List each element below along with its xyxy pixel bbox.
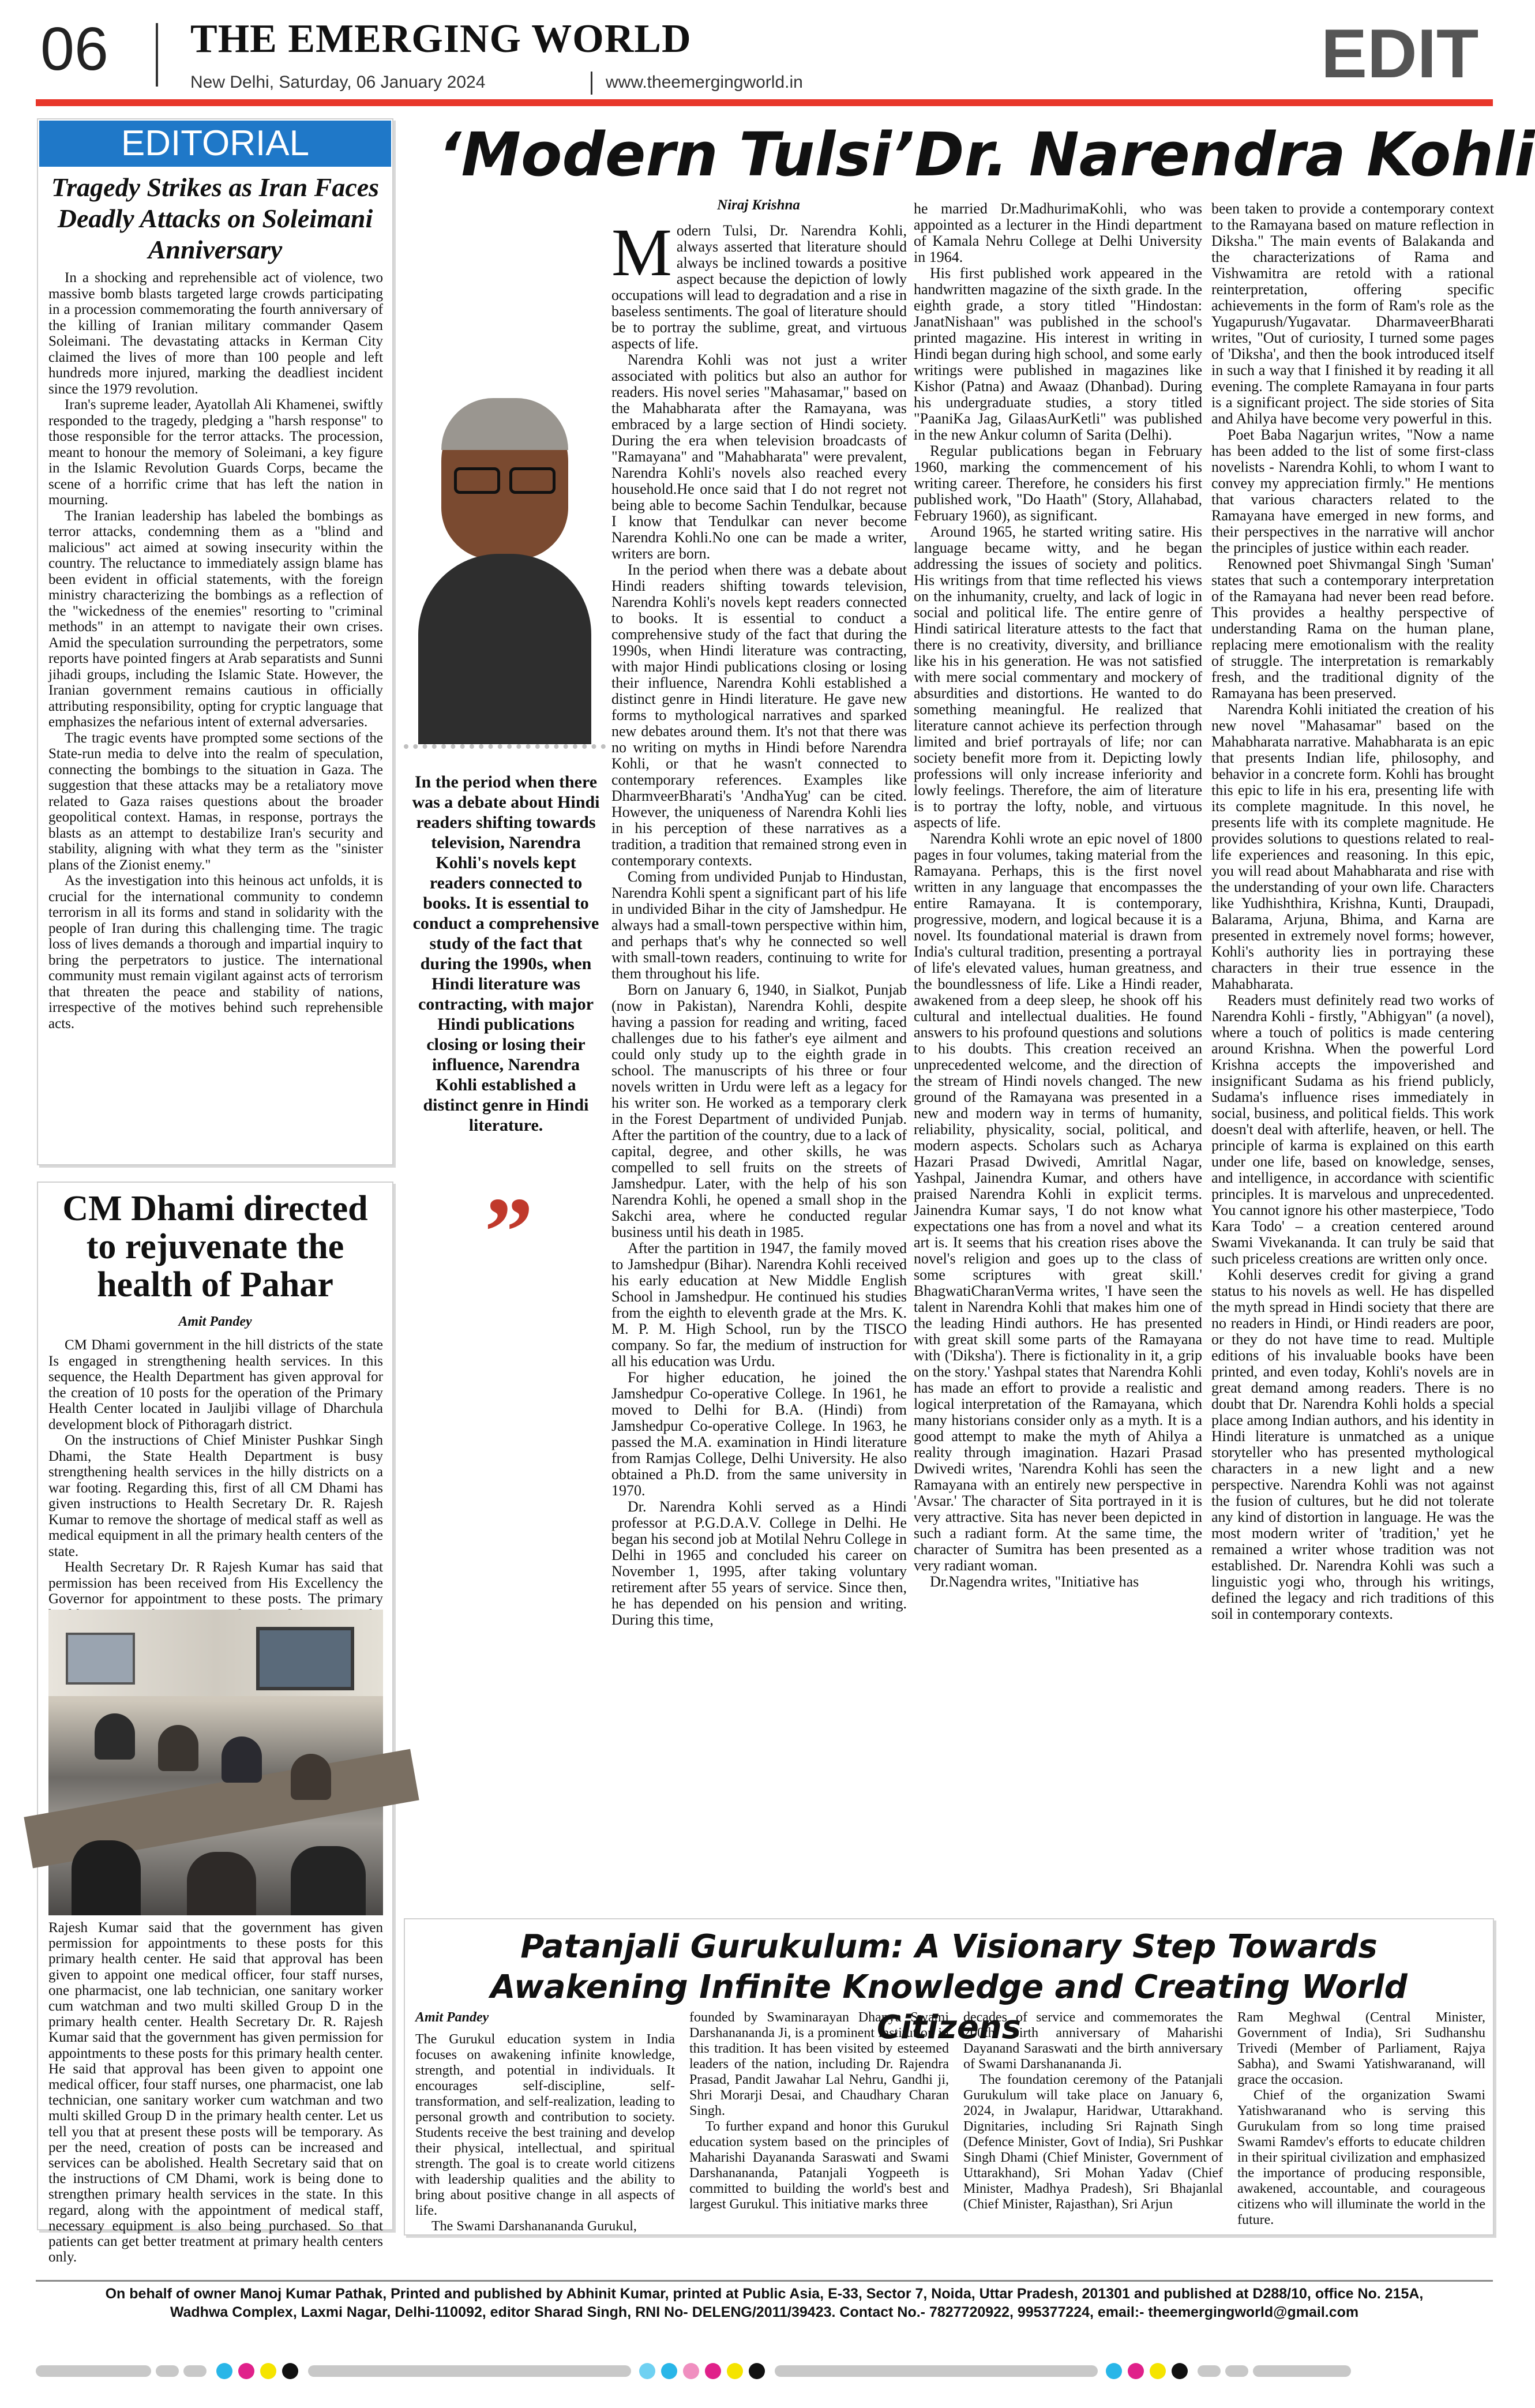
kohli-paragraph: For higher education, he joined the Jamshedpur Co-operative College. In 1961, he moved to Delhi for B.A. (Hindi) from Jamshedpur Co-operative College. In 1963, he passed the M.A. examination in Hindi literature from Ramjas College, Delhi University. He also obtained a Ph.D. from the same university in 1970. [611,1369,907,1499]
kohli-paragraph: Poet Baba Nagarjun writes, "Now a name has been added to the list of some first-class novelists - Narendra Kohli, to whom I want to convey my appreciation firmly." He mentions that various characters related to the Ramayana have emerged in new forms, and their perspectives in the narrative will anchor the principles of justice within each reader. [1211,426,1494,556]
patanjali-paragraph: The Swami Darshanananda Gurukul, [431,2219,637,2234]
dhami-body-bottom [48,1920,383,2266]
header-divider [156,23,158,87]
patanjali-headline: Patanjali Gurukulum: A Visionary Step Towards Awakening Infinite Knowledge and Creating World Citizens [490,1928,1408,2046]
patanjali-column-4 [1237,2010,1485,2229]
pullquote-text: In the period when there was a debate about Hindi readers shifting towards television, Narendra Kohli's novels kept readers connected to books. It is essential to conduct a comprehensive study of the fact that during the 1990s, when Hindi literature was contracting, with major Hindi publications closing or losing their influence, Narendra Kohli established a distinct genre in Hindi literature. [412,772,600,1135]
dhami-paragraph: Health Secretary Dr. R Rajesh Kumar has said that permission has been received from His Excellency the Governor for appointment to these posts. The primary [48,1559,383,1607]
kohli-column-2 [914,201,1202,1957]
kohli-paragraph: Kohli deserves credit for giving a grand status to his novels as well. He has dispelled the myth spread in Hindi society that there are no readers in Hindi, or Hindi readers are poor, or they do not have time to read. Multiple editions of his invaluable books have been printed, and even today, Kohli's novels are in great demand among readers. There is no doubt that Dr. Narendra Kohli holds a special place among Indian authors, and his identity in Hindi literature is unmatched as a unique storyteller who has presented mythological characters in a new light and a new perspective. Narendra Kohli was not against the fusion of cultures, but he did not tolerate any kind of distortion in language. He was the most modern writer of 'tradition,' yet he remained a writer whose tradition was not established. Dr. Narendra Kohli was such a linguistic yogi who, through his writings, defined the legacy and rich traditions of this soil in contemporary contexts. [1211,1266,1494,1622]
kohli-paragraph: Dr.Nagendra writes, "Initiative has [930,1573,1139,1590]
footer-rule [36,2280,1493,2282]
author-photo [418,398,591,744]
kohli-byline: Niraj Krishna [717,197,800,213]
editorial-body [48,270,383,1160]
registration-marks [36,2360,1493,2383]
editorial-paragraph: The tragic events have prompted some sections of the State-run media to delve into the realm of speculation, connecting the bombings to the situation in Gaza. The suggestion that these attacks may be a retaliatory move related to Gaza raises questions about the broader geopolitical context. Hamas, in response, portrays the blasts as an attempt to destabilize Iran's security and stability, aligning with what they term as the "sinister plans of the Zionist enemy." [48,730,383,873]
kohli-paragraph: Dr. Narendra Kohli served as a Hindi professor at P.G.D.A.V. College in Delhi. He began his second job at Motilal Nehru College in Delhi in 1965 and concluded his career on November 1, 1995, after taking voluntary retirement after 55 years of service. Since then, he has depended on his pension and writing. During this time, [611,1498,907,1628]
dhami-paragraph: Rajesh Kumar said that the government has given permission for appointments to these posts for this primary health center. He said that approval has been given to appoint one medical officer, four staff nurses, one pharmacist, one lab technician, one sanitary worker cum watchman and two multi skilled Group D in the primary health center. Health Secretary Dr. R. Rajesh Kumar said that the government has given permission for appointments to these posts for this primary health center. He said that approval has been given to appoint one medical officer, four staff nurses, one pharmacist, one lab technician, one sanitary worker cum watchman and two multi skilled Group D in the primary health center. Let us tell you that at present these posts will be temporary. As per the need, creation of posts can be increased and services can be abolished. Health Secretary said that on the instructions of CM Dhami, work is being done to strengthen primary health services in the state. In this regard, along with the appointment of medical staff, necessary equipment is also being purchased. So that patients can get better treatment at primary health centers only. [48,1920,383,2266]
kohli-paragraph: Narendra Kohli initiated the creation of his new novel "Mahasamar" based on the Mahabharata narrative. Mahabharata is an epic that presents Indian life, philosophy, and behavior in a concrete form. Kohli has brought this epic to life in his era, presenting life with its complete magnitude. In this novel, he presents life with its complete magnitude. He provides solutions to questions related to real-life experiences and reasoning. In this epic, you will read about Mahabharata and rise with the understanding of your own life. Characters like Yudhishthira, Krishna, Kunti, Draupadi, Balarama, Arjuna, Bhima, and Karna are presented in extremely novel forms; however, Kohli's authority lies in portraying these characters in their true essence in the Mahabharata. [1211,701,1494,992]
kohli-paragraph: Coming from undivided Punjab to Hindustan, Narendra Kohli spent a significant part of his life in undivided Bihar in the city of Jamshedpur. He always had a small-town perspective within him, and perhaps that's why he connected so well with small-town readers, continuing to write for them throughout his life. [611,868,907,982]
kohli-paragraph: His first published work appeared in the handwritten magazine of the sixth grade. In the eighth grade, a story titled "Hindostan: JanatNishaan" was published in the school's printed magazine. His interest in writing in Hindi began during high school, and some early writings were published in magazines like Kishor (Patna) and Awaaz (Dhanbad). During his undergraduate studies, a story titled "PaaniKa Jag, GilaasAurKetli" was published in the new Ankur column of Sarita (Delhi). [914,265,1202,443]
editorial-headline: Tragedy Strikes as Iran Faces Deadly Attacks on Soleimani Anniversary [51,172,380,264]
kohli-column-3 [1211,201,1494,1906]
dropcap: M [611,215,672,290]
dateline-separator [591,72,592,95]
patanjali-column-1 [415,2032,675,2234]
editorial-paragraph: Iran's supreme leader, Ayatollah Ali Khamenei, swiftly responded to the tragedy, pledging a "harsh response" to those responsible for the terror attacks. The procession, meant to honour the memory of Soleimani, a key figure in the Islamic Revolution Guards Corps, became the scene of a horrific crime that has left the nation in mourning. [48,397,383,508]
kohli-headline: ‘Modern Tulsi’Dr. Narendra Kohli [438,119,1535,190]
kohli-paragraph: Narendra Kohli was not just a writer associated with politics but also an author for readers. His novel series "Mahasamar," based on the Mahabharata after the Ramayana, was embraced by a large section of Hindi society. During the era when television broadcasts of "Ramayana" and "Mahabharata" were prevalent, Narendra Kohli's novels also reached every household.He once said that I do not regret not being able to become Sachin Tendulkar, because I know that Tendulkar can never become Narendra Kohli.No one can be made a writer, writers are born. [611,351,907,562]
dhami-paragraph: On the instructions of Chief Minister Pushkar Singh Dhami, the State Health Department is busy strengthening health services in the hilly districts on a war footing. Regarding this, first of all CM Dhami has given instructions to Health Secretary Dr. R. Rajesh Kumar to remove the shortage of medical staff as well as medical equipment in all the primary health centers of the state. [48,1432,383,1559]
kohli-paragraph: Around 1965, he started writing satire. His language became witty, and he began addressing the issues of society and politics. His writings from that time reflected his views on the inhumanity, cruelty, and lack of logic in social and political life. The entire genre of Hindi satirical literature attests to the fact that there is no creativity, diversity, and brilliance like his in his generation. He was not satisfied with mere social commentary and mockery of absurdities and distortions. He wanted to do something meaningful. He realized that literature cannot achieve its perfection through limited and brief portrayals of life; nor can society benefit more from it. Depicting lowly professions will only increase inferiority and lowly feelings. Therefore, the aim of literature is to portray the lofty, noble, and virtuous aspects of life. [914,523,1202,831]
editorial-tag: EDITORIAL [39,121,391,167]
kohli-paragraph: Renowned poet Shivmangal Singh 'Suman' states that such a contemporary interpretation of the Ramayana had never been read before. This provides a healthy perspective of understanding Rama on the human plane, replacing mere emotionalism with the reality of struggle. The interpretation is remarkably fresh, and the traditional dignity of the Ramayana has been preserved. [1211,556,1494,702]
section-label: EDIT [1321,15,1479,92]
kohli-paragraph: Regular publications began in February 1960, marking the commencement of his writing career. Therefore, he considers his first published work, "Do Haath" (Story, Allahabad, February 1960), as significant. [914,442,1202,524]
dateline: New Delhi, Saturday, 06 January 2024 [190,73,486,92]
editorial-paragraph: In a shocking and reprehensible act of violence, two massive bomb blasts targeted large crowds participating in a procession commemorating the fourth anniversary of the killing of Iranian military commander Qasem Soleimani. The devastating attacks in Kerman City claimed the lives of more than 100 people and left hundreds more injured, marking the deadliest incident since the 1979 revolution. [48,270,383,397]
patanjali-paragraph: The Gurukul education system in India focuses on awakening infinite knowledge, strength, and potential in individuals. It encourages self-discipline, self-transformation, and self-realization, leading to personal growth and contribution to society. Students receive the best training and develop their physical, intellectual, and spiritual strength. The goal is to create world citizens with leadership qualities and the ability to bring about positive change in all aspects of life. [415,2032,675,2218]
kohli-paragraph: Readers must definitely read two works of Narendra Kohli - firstly, "Abhigyan" (a novel), where a touch of politics is made centering around Krishna. When the powerful Lord Krishna accepts the impoverished and insignificant Sudama as his friend publicly, Sudama's influence rises immediately in social, business, and political fields. This work doesn't deal with afterlife, heaven, or hell. The principle of karma is explained on this earth under one life, based on knowledge, senses, and intelligence, in accordance with scientific principles. It is marvelous and unprecedented. You cannot ignore his other masterpiece, 'Todo Kara Todo' – a creation centered around Swami Vivekananda. It can truly be said that such priceless creations are written only once. [1211,992,1494,1267]
kohli-paragraph: Narendra Kohli wrote an epic novel of 1800 pages in four volumes, taking material from the Ramayana. Perhaps, this is the first novel written in any language that encompasses the entire Ramayana. It is contemporary, progressive, modern, and logical because it is a novel. Its foundational material is drawn from India's cultural tradition, presenting a portrayal of life's elevated values, human greatness, and the boundlessness of life. Like a Hindi reader, awakened from a deep sleep, he shook off his cultural and intellectual dualities. He found answers to his profound questions and solutions to his doubts. This creation received an unprecedented welcome, and the direction of the stream of Hindi novels changed. The new ground of the Ramayana was presented in a new and modern way in terms of humanity, reliability, physicality, social, political, and modern aspects. Scholars such as Acharya Hazari Prasad Dwivedi, Amritlal Nagar, Yashpal, Jainendra Kumar, and others have praised Narendra Kohli in explicit terms. Jainendra Kumar says, 'I do not know what expectations one has from a novel and what its art is. It seems that his creation rises above the novel's religion and goes up to the class of some scriptures with great skill.' BhagwatiCharanVerma writes, 'I have seen the talent in Narendra Kohli that makes him one of the leading Hindi authors. He has presented with great skill some parts of the Ramayana with ('Diksha'). There is fictionality in it, a grip on the story.' Yashpal states that Narendra Kohli has made an effort to provide a realistic and logical interpretation of the Ramayana, which many historians consider only as a myth. It is a good attempt to make the myth of Ahilya a reality through imagination. Hazari Prasad Dwivedi writes, 'Narendra Kohli has seen the Ramayana with an entirely new perspective in 'Avsar.' The character of Sita portrayed in it is very attractive. Sita has never been depicted in such a radiant form. At the same time, the character of Sumitra has been presented as a very radiant woman. [914,830,1202,1574]
kohli-paragraph: In the period when there was a debate about Hindi readers shifting towards television, Narendra Kohli's novels kept readers connected to books. It is essential to conduct a comprehensive study of the fact that during the 1990s, when Hindi literature was contracting, with major Hindi publications closing or losing their influence, Narendra Kohli established a distinct genre in Hindi literature. He gave new forms to mythological narratives and sparked new debates around them. It's not that there was no writing on myths in Hindi before Narendra Kohli, or that he wasn't connected to contemporary references. Examples like DharmveerBharati's 'AndhaYug' can be cited. However, the uniqueness of Narendra Kohli lies in his perception of these narratives as a tradition, a tradition that remained strong even in contemporary contexts. [611,561,907,869]
editorial-paragraph: As the investigation into this heinous act unfolds, it is crucial for the international community to condemn terrorism in all its forms and stand in solidarity with the people of Iran during this challenging time. The tragic loss of lives demands a thorough and impartial inquiry to bring the perpetrators to justice. The international community must remain vigilant against acts of terrorism that threaten the peace and stability of nations, irrespective of the motives behind such reprehensible acts. [48,873,383,1032]
patanjali-column-2 [689,2010,949,2229]
editorial-paragraph: The Iranian leadership has labeled the bombings as terror attacks, condemning them as a "blind and malicious" act aimed at sowing insecurity within the country. The reluctance to immediately assign blame has been evident in official statements, with the foreign ministry characterizing the bombings as a reflection of the "wickedness of the enemies" resorting to "criminal methods" in an attempt to navigate their own crises. Amid the speculation surrounding the perpetrators, some reports have pointed fingers at Arab separatists and Sunni jihadi groups, including the Islamic State. However, the Iranian government remains cautious in officially attributing responsibility, opting for cryptic language that emphasizes the nefarious intent of external adversaries. [48,508,383,730]
masthead: THE EMERGING WORLD [190,17,692,61]
patanjali-paragraph: Chief of the organization Swami Yatishwaranand who is serving this Gurukulam from so long time praised Swami Ramdev's efforts to educate children in their spiritual civilization and emphasized the importance of producing responsible, awakened, accountable, and courageous citizens who will illuminate the world in the future. [1237,2088,1485,2227]
dhami-paragraph: CM Dhami government in the hill districts of the state Is engaged in strengthening health services. In this sequence, the Health Department has given approval for the creation of 10 posts for the operation of the Primary Health Center located in Jauljibi village of Dharchula development block of Pithoragarh district. [48,1337,383,1432]
kohli-paragraph: odern Tulsi, Dr. Narendra Kohli, always asserted that literature should always be inclined towards a positive aspect because the depiction of lowly occupations will lead to degradation and a rise in baseless sentiments. The goal of literature should be to portray the sublime, great, and virtuous aspects of life. [611,222,907,352]
dhami-headline: CM Dhami directed to rejuvenate the health of Pahar [62,1189,368,1304]
patanjali-byline: Amit Pandey [415,2010,489,2025]
kohli-paragraph: been taken to provide a contemporary context to the Ramayana based on mature reflection in Diksha." The main events of Balakanda and the characterizations of Rama and Vishwamitra are retold with a rational reinterpretation, offering specific achievements in the form of Ram's role as the Yugapurush/Yugavatar. DharmaveerBharati writes, "Out of curiosity, I turned some pages of 'Diksha', and then the book introduced itself in such a way that I finished it by reading it all evening. The complete Ramayana in four parts is a significant project. The side stories of Sita and Ahilya have become very powerful in this. [1211,200,1494,427]
patanjali-paragraph: The foundation ceremony of the Patanjali Gurukulum will take place on January 6, 2024, in Jwalapur, Haridwar, Uttarakhand. Dignitaries, including Sri Rajnath Singh (Defence Minister, Govt of India), Sri Pushkar Singh Dhami (Chief Minister, Government of Uttarakhand), Sri Mohan Yadav (Chief Minister, Madhya Pradesh), Sri Bhajanlal (Chief Minister, Rajasthan), Sri Arjun [963,2072,1223,2212]
patanjali-paragraph: founded by Swaminarayan Dhanya Swami Darshanananda Ji, is a prominent institution in this tradition. It has been visited by esteemed leaders of the nation, including Dr. Rajendra Prasad, Pandit Jawahar Lal Nehru, Gandhi ji, Shri Morarji Desai, and Chaudhary Charan Singh. [689,2010,949,2118]
footer-imprint: On behalf of owner Manoj Kumar Pathak, Printed and published by Abhinit Kumar, printed at Public Asia, E-33, Sector 7, Noida, Uttar Pradesh, 201301 and published at D288/10, office No. 215A, Wadhwa Complex, Laxmi Nagar, Delhi-110092, editor Sharad Singh, RNI No- DELENG/2011/39423. Contact No.- 7827720922, 995377224, email:- theemergingworld@gmail.com [105,2286,1424,2320]
header-red-rule [36,99,1493,106]
meeting-photo [48,1610,383,1915]
kohli-paragraph: he married Dr.MadhurimaKohli, who was appointed as a lecturer in the Hindi department of Kamala Nehru College at Delhi University in 1964. [914,200,1202,265]
patanjali-paragraph: Ram Meghwal (Central Minister, Government of India), Sri Sudhanshu Trivedi (Member of Parliament, Rajya Sabha), and Swami Yatishwaranand, will grace the occasion. [1237,2010,1485,2087]
patanjali-paragraph: decades of service and commemorates the 200th birth anniversary of Maharishi Dayanand Saraswati and the birth anniversary of Swami Darshanananda Ji. [963,2010,1223,2072]
kohli-column-1 [611,215,907,1956]
page-number: 06 [40,15,108,83]
patanjali-paragraph: To further expand and honor this Gurukul education system based on the principles of Maharishi Dayananda Saraswati and Swami Darshanananda, Patanjali Yogpeeth is committed to building the world's best and largest Gurukul. This initiative marks three [689,2119,949,2212]
website-link[interactable]: www.theemergingworld.in [606,73,803,92]
dhami-byline: Amit Pandey [178,1314,252,1329]
pullquote-mark: ” [484,1177,534,1286]
kohli-paragraph: After the partition in 1947, the family moved to Jamshedpur (Bihar). Narendra Kohli received his early education at New Middle English School in Jamshedpur. He continued his studies from the eighth to eleventh grade at the Mrs. K. M. P. M. High School, run by the TISCO company. So far, the medium of instruction for all his education was Urdu. [611,1240,907,1370]
kohli-paragraph: Born on January 6, 1940, in Sialkot, Punjab (now in Pakistan), Narendra Kohli, despite having a passion for reading and writing, faced challenges due to his father's eye ailment and could only study up to the eighth grade in school. The manuscripts of his three or four novels written in Urdu were left as a legacy for his writer son. He worked as a temporary clerk in the Forest Department of undivided Punjab. After the partition of the country, due to a lack of capital, degree, and other skills, he was compelled to sell fruits on the streets of Jamshedpur. Later, with the help of his son Narendra Kohli, he opened a small shop in the Sakchi area, where he conducted regular business until his death in 1985. [611,981,907,1240]
dhami-body-top [48,1337,383,1607]
patanjali-column-3 [963,2010,1223,2229]
